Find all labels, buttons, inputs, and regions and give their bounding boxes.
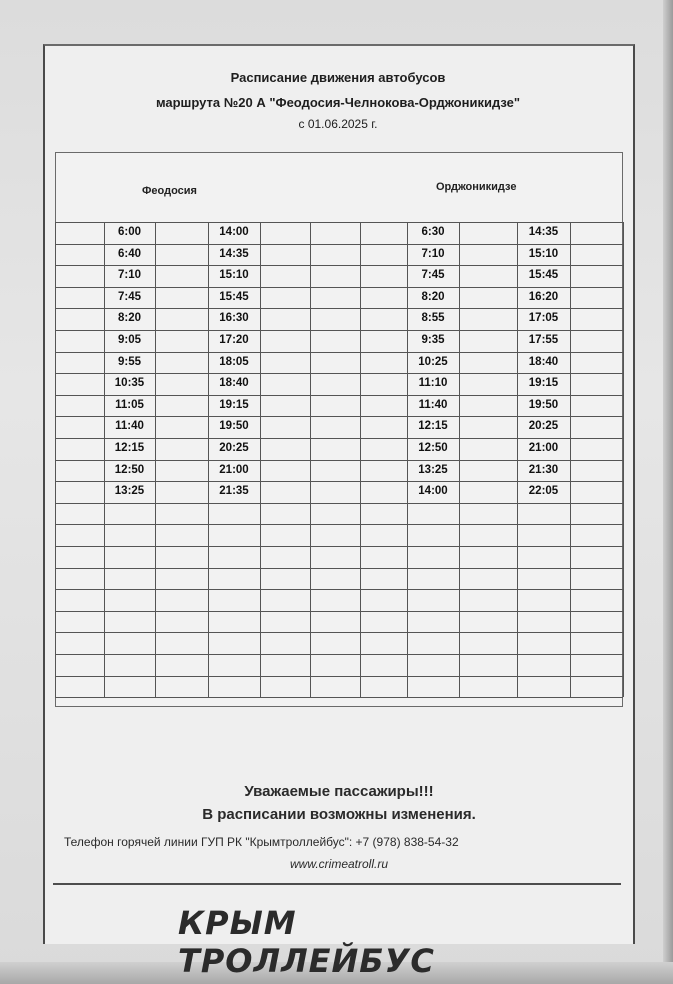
grid-column-line: [55, 222, 56, 697]
departure-time-ordzhonikidze: 8:55: [421, 312, 445, 325]
grid-row-line: [55, 244, 623, 245]
grid-column-line: [260, 222, 261, 697]
grid-row-line: [55, 222, 623, 223]
departure-time-ordzhonikidze: 12:50: [418, 442, 448, 454]
departure-time-feodosia: 18:05: [219, 355, 249, 368]
departure-time-ordzhonikidze: 11:40: [418, 398, 448, 411]
crimeatroll-logo: [170, 900, 520, 980]
departure-time-feodosia: 14:35: [219, 247, 249, 260]
grid-row-line: [55, 676, 623, 677]
direction-label-ordzhonikidze: Орджоникидзе: [436, 181, 517, 193]
grid-row-line: [55, 697, 623, 698]
grid-row-line: [55, 460, 623, 461]
board-edge: [663, 0, 673, 984]
departure-time-ordzhonikidze: 6:30: [421, 226, 445, 238]
departure-time-feodosia: 21:00: [219, 463, 249, 476]
departure-time-ordzhonikidze: 7:45: [421, 269, 445, 282]
departure-time-ordzhonikidze: 15:10: [528, 247, 559, 260]
website-link: www.crimeatroll.ru: [289, 857, 388, 871]
grid-row-line: [55, 395, 623, 396]
departure-time-ordzhonikidze: 21:00: [528, 442, 559, 454]
departure-time-ordzhonikidze: 15:45: [528, 269, 559, 282]
departure-time-feodosia: 7:45: [117, 290, 142, 303]
departure-time-ordzhonikidze: 16:20: [528, 290, 559, 303]
notice-greeting: Уважаемые пассажиры!!!: [244, 783, 434, 800]
grid-row-line: [55, 481, 623, 482]
departure-time-ordzhonikidze: 12:15: [418, 420, 448, 433]
departure-time-feodosia: 16:30: [219, 312, 249, 325]
departure-time-ordzhonikidze: 22:05: [528, 485, 559, 498]
departure-time-feodosia: 19:50: [219, 420, 249, 433]
grid-row-line: [55, 632, 623, 633]
departure-time-ordzhonikidze: 7:10: [421, 247, 445, 260]
departure-time-feodosia: 12:50: [114, 463, 145, 476]
grid-row-line: [55, 287, 623, 288]
grid-column-line: [310, 222, 311, 697]
grid-column-line: [155, 222, 156, 697]
grid-row-line: [55, 416, 623, 417]
grid-row-line: [55, 611, 623, 612]
departure-time-ordzhonikidze: 18:40: [528, 355, 559, 368]
departure-time-ordzhonikidze: 13:25: [418, 463, 448, 476]
grid-row-line: [55, 568, 623, 569]
notice-changes: В расписании возможны изменения.: [202, 806, 476, 823]
grid-row-line: [55, 373, 623, 374]
departure-time-ordzhonikidze: 17:05: [528, 312, 559, 325]
departure-time-feodosia: 20:25: [219, 442, 249, 454]
direction-label-feodosia: Феодосия: [142, 185, 197, 197]
departure-time-ordzhonikidze: 20:25: [528, 420, 559, 433]
grid-column-line: [360, 222, 361, 697]
departure-time-ordzhonikidze: 9:35: [421, 334, 445, 346]
grid-row-line: [55, 265, 623, 266]
departure-time-ordzhonikidze: 14:35: [528, 226, 559, 238]
departure-time-feodosia: 12:15: [114, 442, 145, 454]
departure-time-feodosia: 8:20: [117, 312, 142, 325]
schedule-title: Расписание движения автобусов: [230, 70, 446, 85]
schedule-header: [54, 62, 622, 154]
departure-time-feodosia: 9:55: [117, 355, 142, 368]
departure-time-ordzhonikidze: 11:10: [418, 377, 448, 390]
departure-time-ordzhonikidze: 10:25: [418, 355, 448, 368]
departure-time-feodosia: 15:10: [219, 269, 249, 282]
route-name: маршрута №20 А "Феодосия-Челнокова-Орджоникидзе": [155, 95, 521, 110]
grid-row-line: [55, 330, 623, 331]
grid-row-line: [55, 524, 623, 525]
grid-row-line: [55, 589, 623, 590]
departure-time-ordzhonikidze: 14:00: [418, 485, 448, 498]
departure-time-feodosia: 13:25: [114, 485, 145, 498]
grid-column-line: [623, 222, 624, 697]
sheet-border-bottom: [53, 883, 621, 885]
departure-time-feodosia: 18:40: [219, 377, 249, 390]
departure-time-feodosia: 7:10: [117, 269, 142, 282]
departure-time-feodosia: 15:45: [219, 290, 249, 303]
departure-time-feodosia: 9:05: [117, 334, 142, 346]
hotline-phone: Телефон горячей линии ГУП РК "Крымтроллейбус": +7 (978) 838-54-32: [64, 835, 459, 849]
departure-time-ordzhonikidze: 21:30: [528, 463, 559, 476]
departure-time-feodosia: 14:00: [219, 226, 249, 238]
departure-time-ordzhonikidze: 19:15: [528, 377, 559, 390]
departure-time-feodosia: 11:40: [115, 420, 144, 433]
departure-time-ordzhonikidze: 19:50: [528, 398, 559, 411]
departure-time-feodosia: 17:20: [219, 334, 249, 346]
grid-column-line: [459, 222, 460, 697]
departure-time-feodosia: 11:05: [115, 398, 144, 411]
departure-time-feodosia: 6:00: [117, 226, 142, 238]
grid-row-line: [55, 654, 623, 655]
departure-time-feodosia: 21:35: [219, 485, 249, 498]
grid-row-line: [55, 352, 623, 353]
departure-time-feodosia: 19:15: [219, 398, 249, 411]
logo-wordmark: КРЫМ ТРОЛЛЕЙБУС: [178, 904, 435, 980]
departure-time-ordzhonikidze: 8:20: [421, 290, 445, 303]
grid-row-line: [55, 308, 623, 309]
departure-time-feodosia: 6:40: [117, 247, 142, 260]
grid-row-line: [55, 438, 623, 439]
grid-row-line: [55, 546, 623, 547]
grid-column-line: [570, 222, 571, 697]
effective-date: с 01.06.2025 г.: [298, 117, 378, 131]
grid-row-line: [55, 503, 623, 504]
departure-time-ordzhonikidze: 17:55: [528, 334, 559, 346]
departure-time-feodosia: 10:35: [114, 377, 145, 390]
